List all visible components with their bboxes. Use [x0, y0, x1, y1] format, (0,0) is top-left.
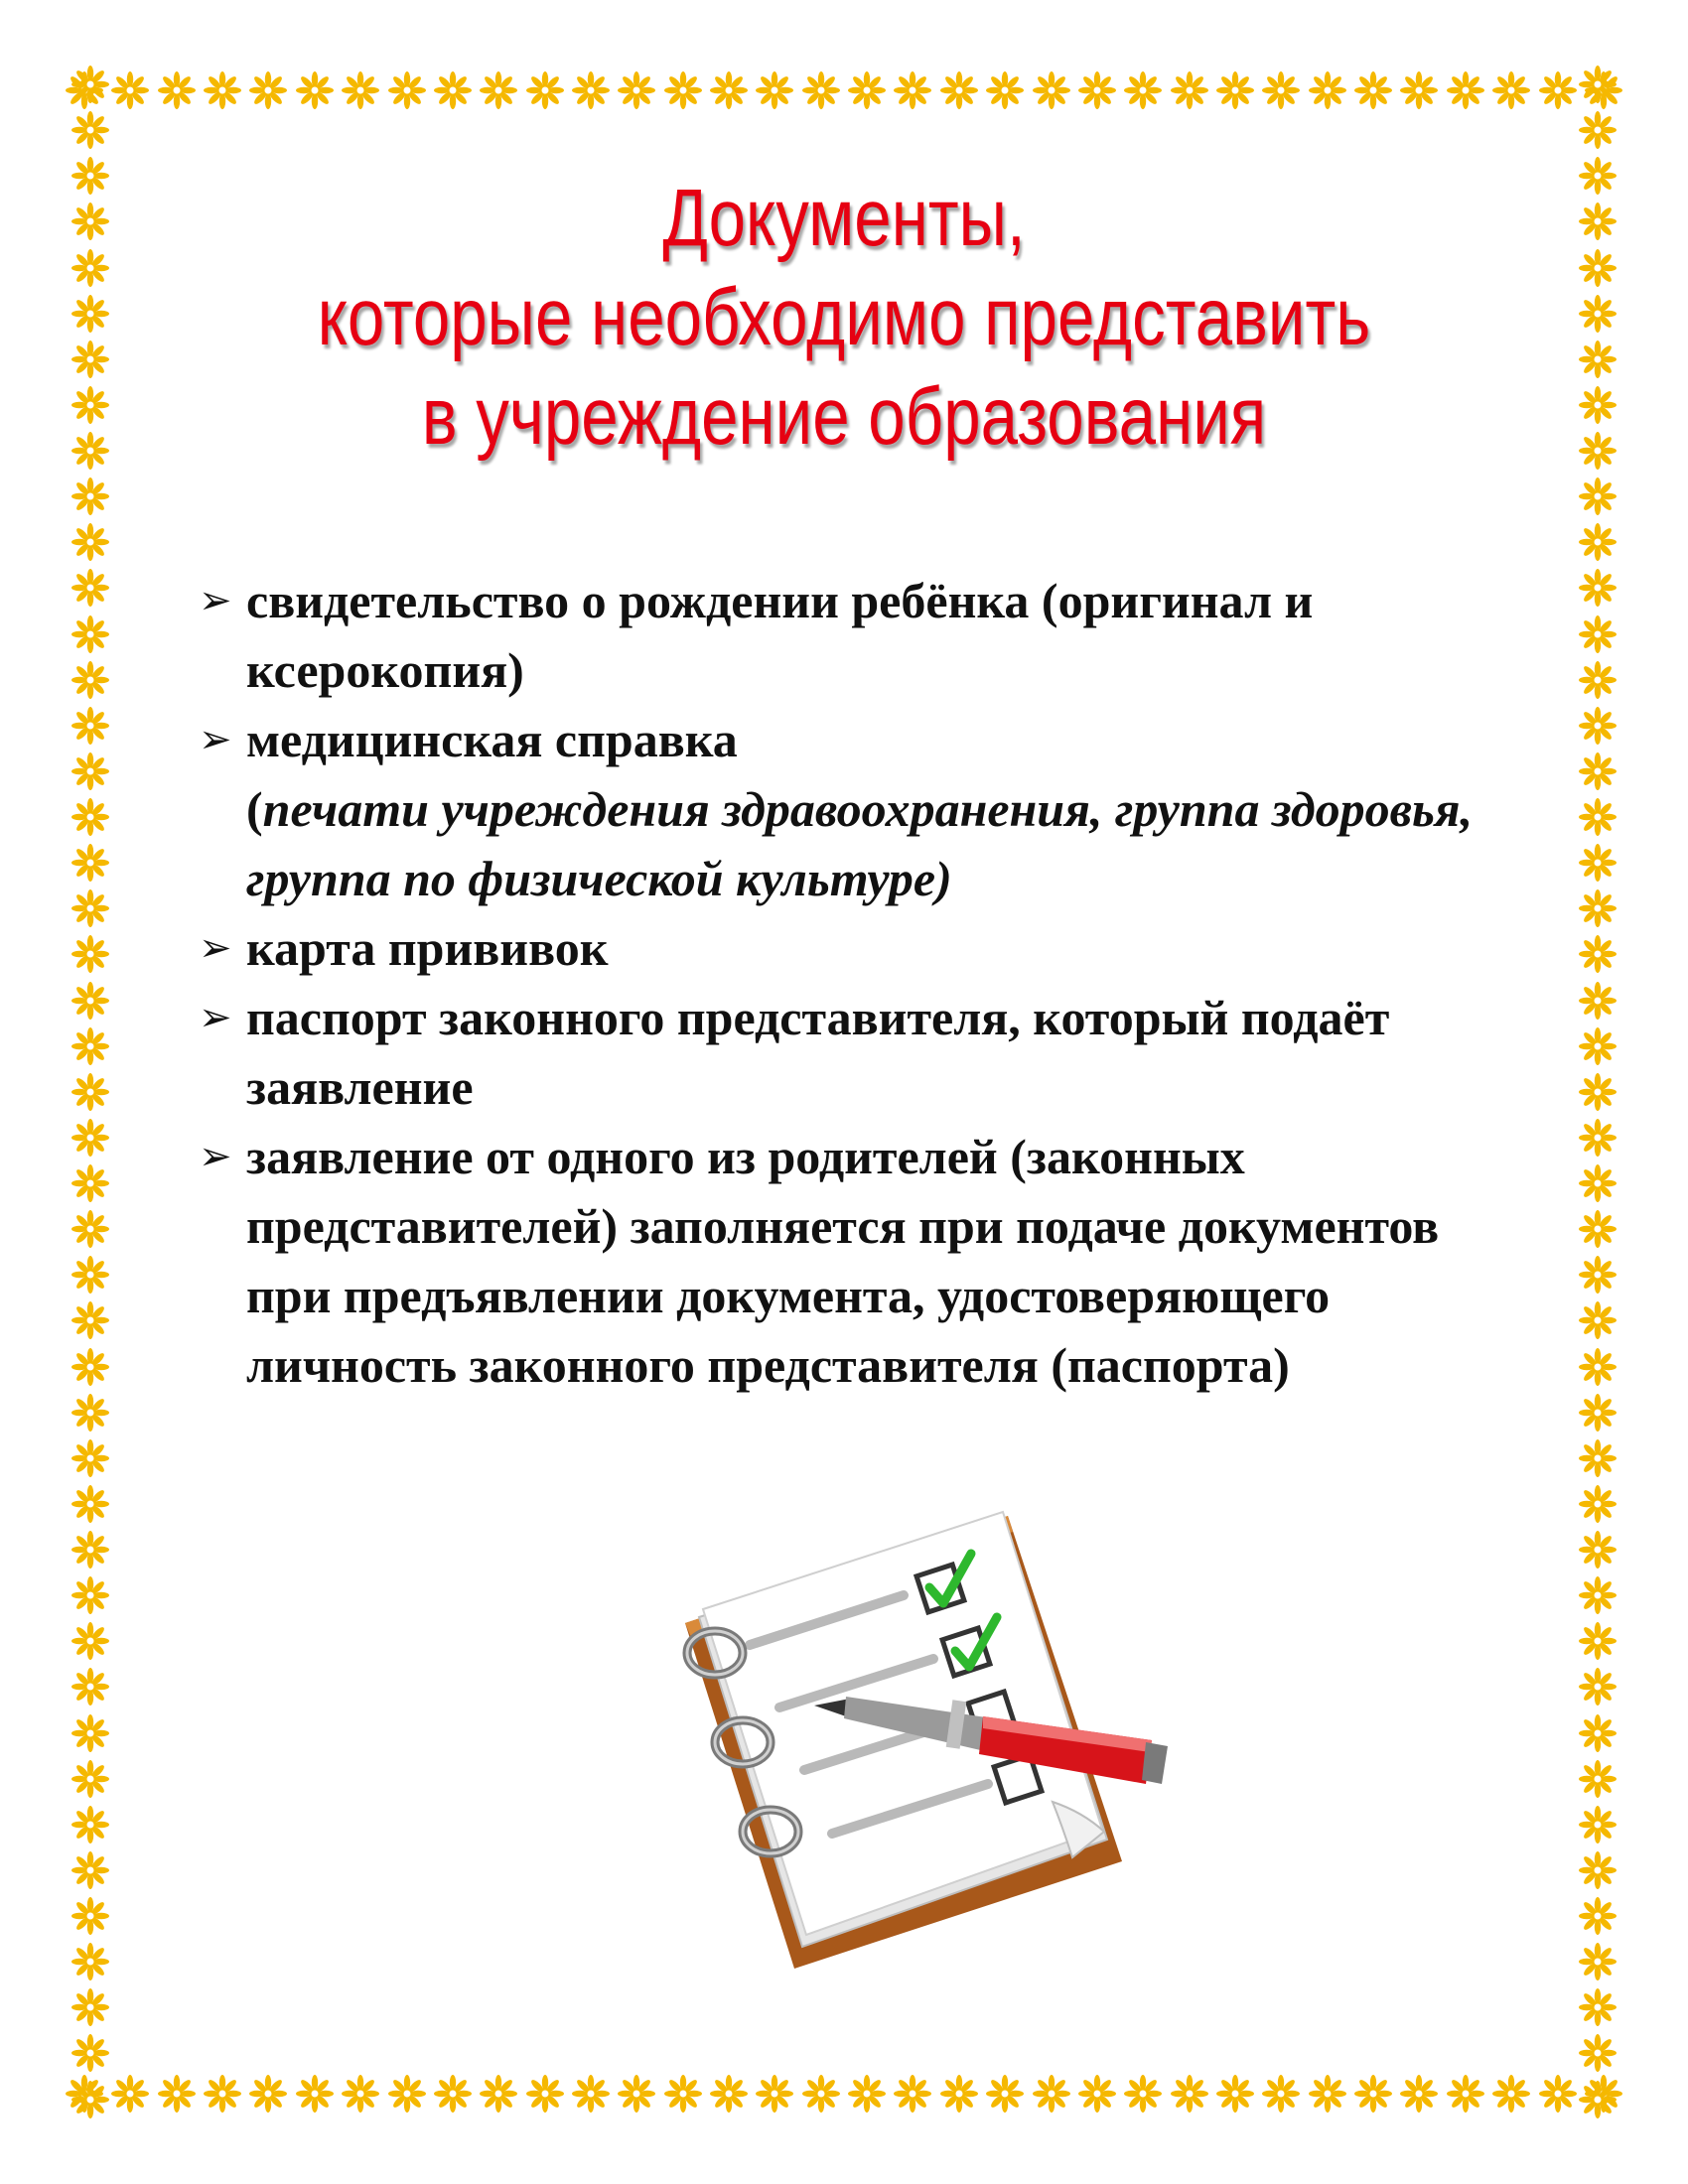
flower-icon [71, 295, 109, 333]
list-item-note: печати учреждения здравоохранения, группа здоровья, группа по физической культуре) [246, 781, 1474, 906]
flower-icon [894, 2075, 931, 2113]
list-item [199, 913, 1529, 983]
flower-icon [388, 2075, 426, 2113]
flower-icon [1579, 661, 1617, 699]
flower-icon [1354, 71, 1392, 109]
flower-icon [1579, 1576, 1617, 1614]
flower-icon [1579, 386, 1617, 424]
flower-icon [71, 1027, 109, 1065]
flower-icon [158, 71, 196, 109]
flower-icon [71, 1164, 109, 1202]
flower-icon [1400, 2075, 1438, 2113]
title-line-3: в учреждение образования [421, 371, 1267, 462]
list-item-text: паспорт законного представителя, который подаёт заявление [246, 990, 1390, 1115]
flower-icon [986, 71, 1024, 109]
flower-icon [1579, 1348, 1617, 1386]
flower-icon [71, 569, 109, 607]
flower-icon [71, 1210, 109, 1248]
flower-icon [71, 1988, 109, 2026]
flower-icon [71, 1256, 109, 1294]
flower-icon [940, 71, 978, 109]
flower-icon [1579, 1210, 1617, 1248]
flower-icon [71, 203, 109, 240]
flower-icon [480, 71, 517, 109]
flower-icon [71, 889, 109, 927]
flower-icon [1579, 1943, 1617, 1980]
flower-icon [71, 935, 109, 973]
flower-icon [1579, 615, 1617, 653]
flower-icon [296, 71, 334, 109]
flower-icon [664, 71, 702, 109]
flower-icon [71, 1943, 109, 1980]
arrow-marker-icon: ➢ [199, 1134, 232, 1179]
flower-icon [1078, 2075, 1116, 2113]
flower-icon [296, 2075, 334, 2113]
list-item [199, 566, 1529, 705]
flower-icon [1171, 71, 1208, 109]
list-item [199, 1122, 1529, 1400]
flower-icon [1354, 2075, 1392, 2113]
flower-icon [249, 2075, 287, 2113]
flower-icon [1579, 1164, 1617, 1202]
flower-icon [1579, 707, 1617, 745]
flower-icon [1579, 1851, 1617, 1889]
title-line-2: которые необходимо представить [317, 272, 1371, 362]
flower-icon [710, 71, 748, 109]
flower-icon [71, 249, 109, 287]
flower-icon [572, 2075, 610, 2113]
flower-icon [71, 844, 109, 882]
flower-icon [71, 478, 109, 515]
flower-icon [1262, 2075, 1300, 2113]
flower-icon [1078, 71, 1116, 109]
flower-icon [572, 71, 610, 109]
flower-icon [71, 1301, 109, 1339]
flower-icon [71, 661, 109, 699]
flower-icon [71, 157, 109, 195]
flower-icon [71, 1348, 109, 1386]
flower-icon [71, 1851, 109, 1889]
page-title [258, 169, 1431, 467]
flower-icon [71, 798, 109, 836]
flower-icon [618, 71, 655, 109]
flower-icon [71, 2034, 109, 2072]
list-item-note-paren: ( [246, 781, 263, 837]
arrow-marker-icon: ➢ [199, 925, 232, 971]
list-item-text: карта прививок [246, 920, 609, 976]
flower-icon [1579, 889, 1617, 927]
flower-icon [71, 111, 109, 149]
border-left [66, 66, 115, 2118]
flower-icon [1579, 1119, 1617, 1157]
flower-icon [71, 1714, 109, 1752]
flower-icon [71, 615, 109, 653]
flower-icon [71, 1576, 109, 1614]
flower-icon [1171, 2075, 1208, 2113]
flower-icon [1579, 295, 1617, 333]
flower-icon [71, 432, 109, 470]
flower-icon [1309, 71, 1346, 109]
flower-icon [1579, 1394, 1617, 1432]
flower-icon [1579, 1485, 1617, 1523]
flower-icon [388, 71, 426, 109]
flower-icon [848, 71, 886, 109]
flower-icon [71, 982, 109, 1020]
flower-icon [71, 1531, 109, 1569]
flower-icon [71, 386, 109, 424]
list-item-text: заявление от одного из родителей (законных представителей) заполняется при подаче документов при предъявлении документа, удостоверяющего личность законного представителя (паспорта) [246, 1129, 1440, 1393]
flower-icon [1579, 1806, 1617, 1843]
flower-icon [1492, 2075, 1530, 2113]
flower-icon [111, 71, 149, 109]
flower-icon [71, 523, 109, 561]
flower-icon [71, 1119, 109, 1157]
flower-icon [1579, 2081, 1617, 2118]
flower-icon [526, 2075, 564, 2113]
title-line-1: Документы, [662, 173, 1026, 263]
flower-icon [848, 2075, 886, 2113]
flower-icon [1579, 1073, 1617, 1111]
flower-icon [1579, 1027, 1617, 1065]
flower-icon [71, 2081, 109, 2118]
flower-icon [1216, 2075, 1254, 2113]
flower-icon [71, 1073, 109, 1111]
flower-icon [1579, 798, 1617, 836]
flower-icon [1579, 982, 1617, 1020]
flower-icon [71, 341, 109, 378]
flower-icon [664, 2075, 702, 2113]
flower-icon [618, 2075, 655, 2113]
arrow-marker-icon: ➢ [199, 578, 232, 623]
flower-icon [204, 71, 241, 109]
list-item-text: свидетельство о рождении ребёнка (оригинал и ксерокопия) [246, 573, 1314, 698]
flower-icon [1579, 157, 1617, 195]
flower-icon [158, 2075, 196, 2113]
flower-icon [1400, 71, 1438, 109]
flower-icon [1579, 203, 1617, 240]
flower-icon [1539, 71, 1577, 109]
flower-icon [1579, 1988, 1617, 2026]
flower-icon [756, 2075, 793, 2113]
list-item-text: медицинская справка [246, 712, 738, 767]
flower-icon [1124, 71, 1162, 109]
flower-icon [1579, 1897, 1617, 1935]
flower-icon [894, 71, 931, 109]
flower-icon [1309, 2075, 1346, 2113]
border-bottom [66, 2069, 1622, 2118]
flower-icon [1539, 2075, 1577, 2113]
flower-icon [249, 71, 287, 109]
flower-icon [1579, 1714, 1617, 1752]
flower-icon [986, 2075, 1024, 2113]
flower-icon [802, 2075, 840, 2113]
flower-icon [1579, 752, 1617, 790]
flower-icon [480, 2075, 517, 2113]
flower-icon [1124, 2075, 1162, 2113]
documents-list [199, 566, 1529, 1400]
flower-icon [1579, 523, 1617, 561]
flower-icon [71, 1485, 109, 1523]
flower-icon [342, 2075, 379, 2113]
flower-icon [434, 71, 472, 109]
list-item [199, 705, 1529, 913]
arrow-marker-icon: ➢ [199, 995, 232, 1040]
flower-icon [1579, 569, 1617, 607]
flower-icon [1579, 432, 1617, 470]
flower-icon [526, 71, 564, 109]
flower-icon [1579, 249, 1617, 287]
flower-icon [710, 2075, 748, 2113]
border-right [1573, 66, 1622, 2118]
list-item [199, 983, 1529, 1122]
checklist-notebook-icon [655, 1504, 1211, 1971]
flower-icon [756, 71, 793, 109]
flower-icon [71, 1439, 109, 1477]
flower-icon [1579, 341, 1617, 378]
flower-icon [1262, 71, 1300, 109]
flower-icon [71, 1806, 109, 1843]
arrow-marker-icon: ➢ [199, 717, 232, 762]
flower-icon [71, 66, 109, 103]
flower-icon [1579, 478, 1617, 515]
flower-icon [1033, 71, 1070, 109]
flower-icon [1579, 844, 1617, 882]
flower-icon [71, 1760, 109, 1798]
flower-icon [71, 752, 109, 790]
flower-icon [204, 2075, 241, 2113]
flower-icon [1579, 1256, 1617, 1294]
flower-icon [71, 707, 109, 745]
flower-icon [71, 1897, 109, 1935]
flower-icon [1447, 71, 1484, 109]
flower-icon [434, 2075, 472, 2113]
flower-icon [1216, 71, 1254, 109]
flower-icon [342, 71, 379, 109]
flower-icon [802, 71, 840, 109]
border-top [66, 66, 1622, 115]
flower-icon [1579, 2034, 1617, 2072]
flower-icon [1579, 1760, 1617, 1798]
flower-icon [1579, 1622, 1617, 1660]
flower-icon [940, 2075, 978, 2113]
flower-icon [71, 1668, 109, 1706]
flower-icon [1579, 1668, 1617, 1706]
flower-icon [1033, 2075, 1070, 2113]
flower-icon [1579, 935, 1617, 973]
flower-icon [71, 1394, 109, 1432]
flower-icon [1579, 1301, 1617, 1339]
flower-icon [71, 1622, 109, 1660]
flower-icon [1447, 2075, 1484, 2113]
flower-icon [1492, 71, 1530, 109]
flower-icon [1579, 1531, 1617, 1569]
flower-icon [111, 2075, 149, 2113]
flower-icon [1579, 111, 1617, 149]
flower-icon [1579, 1439, 1617, 1477]
flower-icon [1579, 66, 1617, 103]
